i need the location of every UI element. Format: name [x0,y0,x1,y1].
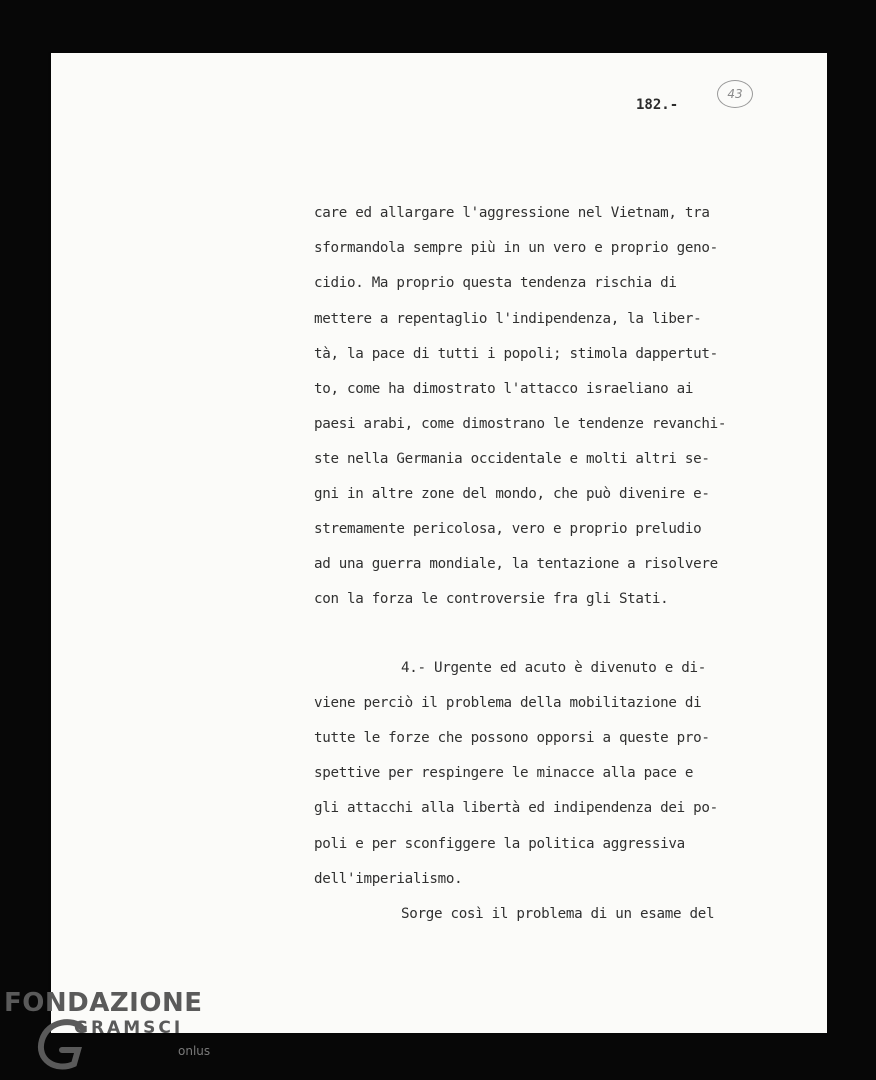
text-line: dell'imperialismo. [314,871,463,887]
text-line: poli e per sconfiggere la politica aggressiva [314,836,685,852]
text-line: tutte le forze che possono opporsi a queste pro- [314,730,710,746]
watermark-suffix: onlus [178,1044,211,1058]
watermark-line-2: GRAMSCI [74,1018,184,1038]
text-line: paesi arabi, come dimostrano le tendenze revanchi- [314,416,727,432]
text-line: Sorge così il problema di un esame del [401,906,715,922]
text-line: viene perciò il problema della mobilitazione di [314,695,702,711]
text-line: 4.- Urgente ed acuto è divenuto e di- [401,660,706,676]
text-line: ste nella Germania occidentale e molti altri se- [314,451,710,467]
text-line: gni in altre zone del mondo, che può divenire e- [314,486,710,502]
text-line: gli attacchi alla libertà ed indipendenza dei po- [314,800,718,816]
watermark-line-1: FONDAZIONE [4,988,203,1018]
text-line: sformandola sempre più in un vero e proprio geno- [314,240,718,256]
text-line: stremamente pericolosa, vero e proprio preludio [314,521,702,537]
text-line: con la forza le controversie fra gli Stati. [314,591,669,607]
text-line: ad una guerra mondiale, la tentazione a risolvere [314,556,718,572]
text-line: to, come ha dimostrato l'attacco israeliano ai [314,381,694,397]
fondazione-gramsci-watermark [4,988,234,1078]
archive-folio-mark: 43 [717,80,753,108]
text-line: mettere a repentaglio l'indipendenza, la liber- [314,311,702,327]
text-line: spettive per respingere le minacce alla pace e [314,765,694,781]
text-line: care ed allargare l'aggressione nel Vietnam, tra [314,205,710,221]
text-line: cidio. Ma proprio questa tendenza rischia di [314,275,677,291]
text-line: tà, la pace di tutti i popoli; stimola dappertut- [314,346,718,362]
page-number: 182.- [636,97,679,113]
